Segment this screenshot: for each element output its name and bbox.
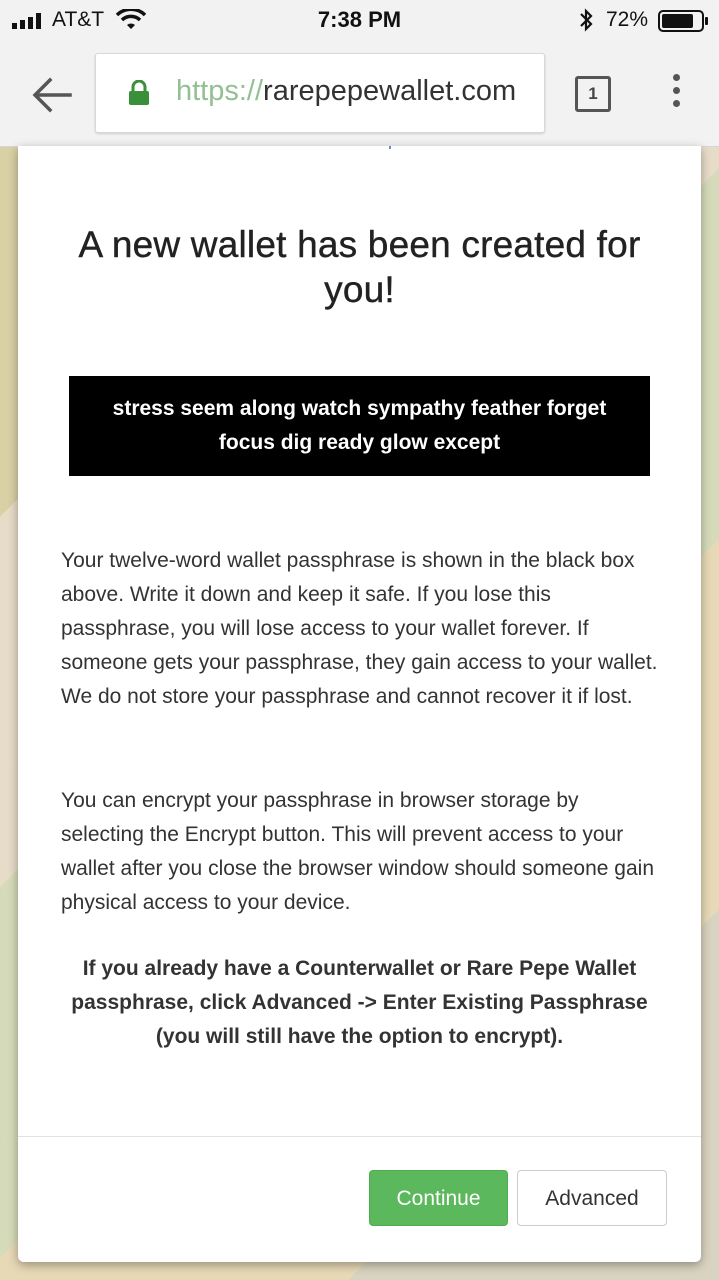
bluetooth-icon [578,8,594,32]
modal-title: A new wallet has been created for you! [78,224,641,310]
back-arrow-icon[interactable] [30,75,74,115]
battery-icon [658,10,710,32]
encrypt-info-text: You can encrypt your passphrase in browser storage by selecting the Encrypt button. This will prevent access to your wallet after you close the browser window should someone gain physical access to your device. [61,789,654,914]
advanced-button[interactable]: Advanced [517,1170,667,1226]
decorative-mark [389,146,391,149]
menu-icon[interactable] [668,74,684,114]
lock-icon [128,80,150,106]
browser-toolbar [0,40,719,147]
tabs-button[interactable]: 1 [575,76,611,112]
address-bar[interactable] [95,53,545,133]
status-bar [0,0,719,40]
existing-passphrase-note: If you already have a Counterwallet or Rare Pepe Wallet passphrase, click Advanced -> Enter Existing Passphrase (you will still have the option to encrypt). [71,957,648,1048]
passphrase-box [69,376,650,476]
clock-time: 7:38 PM [317,7,402,32]
passphrase-text: stress seem along watch sympathy feather forget focus dig ready glow except [112,397,607,454]
url-scheme: https:// [176,75,264,107]
wallet-created-modal [18,146,701,1262]
passphrase-warning-text: Your twelve-word wallet passphrase is shown in the black box above. Write it down and keep it safe. If you lose this passphrase, you will lose access to your wallet forever. If someone gets your passphrase, they gain access to your wallet. We do not store your passphrase and cannot recover it if lost. [61,549,658,708]
carrier-label: AT&T [52,8,105,31]
continue-button[interactable]: Continue [369,1170,508,1226]
url-text [176,75,516,108]
battery-percent: 72% [606,8,649,31]
url-host: rarepepewallet.com [263,75,517,107]
footer-divider [18,1136,701,1137]
